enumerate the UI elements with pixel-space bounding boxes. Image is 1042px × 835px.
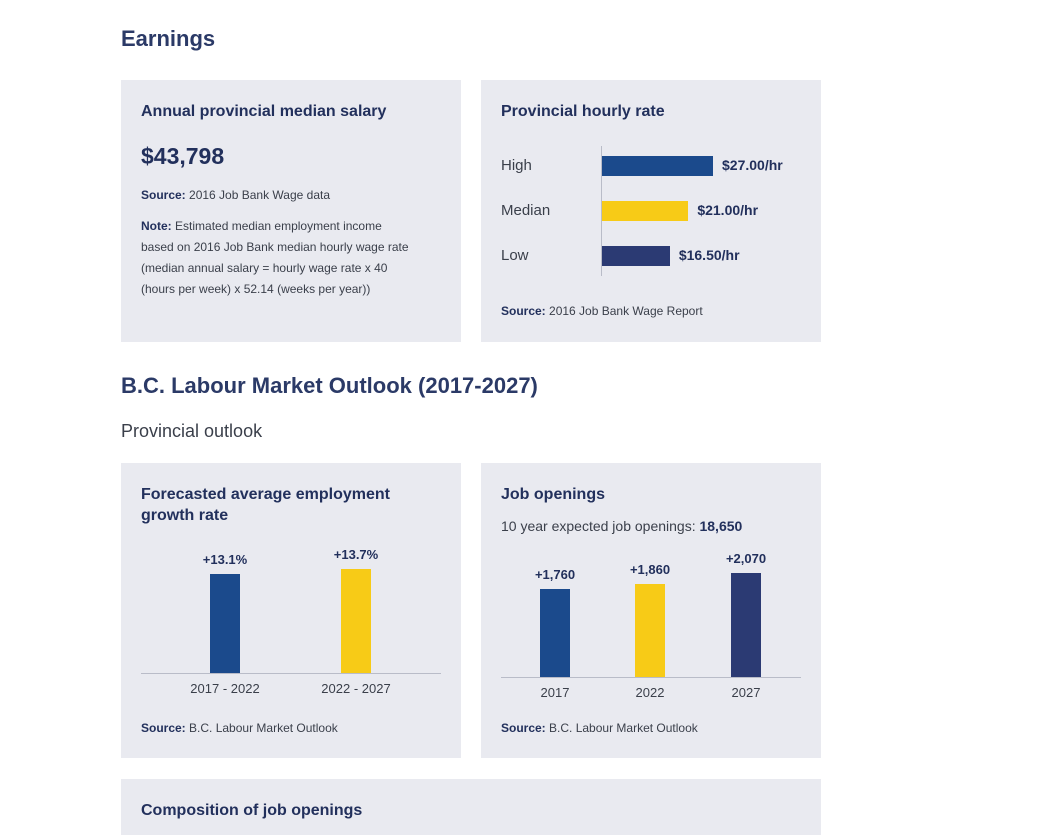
growth-title-line1: Forecasted average employment bbox=[141, 486, 390, 503]
hourly-bar bbox=[602, 246, 670, 266]
hourly-value-label: $16.50/hr bbox=[678, 247, 740, 263]
median-salary-value: $43,798 bbox=[141, 143, 225, 169]
median-salary-card bbox=[121, 80, 461, 342]
expected-openings-label: 10 year expected job openings: bbox=[501, 518, 696, 534]
hourly-source-text: 2016 Job Bank Wage Report bbox=[549, 304, 703, 318]
composition-title: Composition of job openings bbox=[141, 802, 363, 819]
salary-source-label: Source: bbox=[141, 188, 186, 202]
openings-tick-label: 2022 bbox=[635, 685, 665, 700]
hourly-bar bbox=[602, 156, 713, 176]
growth-source bbox=[141, 718, 338, 739]
growth-source-text: B.C. Labour Market Outlook bbox=[189, 721, 338, 735]
job-openings-card bbox=[481, 463, 821, 758]
median-salary-title: Annual provincial median salary bbox=[141, 103, 387, 120]
openings-value-label: +1,760 bbox=[534, 566, 576, 582]
hourly-category-label: Median bbox=[501, 202, 551, 219]
growth-bar bbox=[210, 574, 240, 673]
openings-bar bbox=[540, 589, 570, 677]
salary-source bbox=[141, 185, 330, 206]
salary-note-line3: (median annual salary = hourly wage rate x 40 bbox=[141, 261, 388, 275]
openings-tick-label: 2027 bbox=[731, 685, 761, 700]
hourly-rate-card bbox=[481, 80, 821, 342]
growth-source-label: Source: bbox=[141, 721, 186, 735]
hourly-rate-title: Provincial hourly rate bbox=[501, 103, 665, 120]
openings-tick-label: 2017 bbox=[540, 685, 570, 700]
openings-bar bbox=[635, 584, 665, 677]
outlook-heading: B.C. Labour Market Outlook (2017-2027) bbox=[121, 373, 538, 398]
openings-source-text: B.C. Labour Market Outlook bbox=[549, 721, 698, 735]
hourly-category-label: Low bbox=[501, 247, 529, 264]
hourly-value-label: $27.00/hr bbox=[722, 157, 783, 173]
openings-value-label: +1,860 bbox=[629, 561, 671, 577]
growth-baseline bbox=[141, 673, 441, 674]
growth-value-label: +13.1% bbox=[202, 551, 248, 567]
openings-source-label: Source: bbox=[501, 721, 546, 735]
composition-card bbox=[121, 779, 821, 835]
salary-note-line4: (hours per week) x 52.14 (weeks per year)) bbox=[141, 282, 371, 296]
job-openings-chart bbox=[481, 463, 821, 758]
earnings-heading: Earnings bbox=[121, 26, 216, 51]
salary-note-line1: Estimated median employment income bbox=[175, 219, 382, 233]
growth-rate-chart bbox=[121, 463, 461, 758]
salary-source-text: 2016 Job Bank Wage data bbox=[189, 188, 331, 202]
openings-baseline bbox=[501, 677, 801, 678]
openings-bar bbox=[731, 573, 761, 677]
expected-openings-value: 18,650 bbox=[699, 518, 743, 534]
outlook-subheading: Provincial outlook bbox=[121, 421, 263, 441]
growth-rate-card bbox=[121, 463, 461, 758]
growth-tick-label: 2022 - 2027 bbox=[321, 681, 391, 696]
hourly-bar bbox=[602, 201, 688, 221]
growth-bar bbox=[341, 569, 371, 673]
salary-note-line2: based on 2016 Job Bank median hourly wage rate bbox=[141, 240, 409, 254]
salary-note bbox=[141, 216, 451, 300]
hourly-source bbox=[501, 301, 703, 322]
growth-tick-label: 2017 - 2022 bbox=[190, 681, 260, 696]
growth-value-label: +13.7% bbox=[333, 547, 379, 562]
openings-source bbox=[501, 718, 698, 739]
growth-title-line2: growth rate bbox=[141, 507, 229, 524]
openings-value-label: +2,070 bbox=[725, 551, 767, 566]
job-openings-title: Job openings bbox=[501, 486, 605, 503]
hourly-category-label: High bbox=[501, 157, 532, 174]
hourly-value-label: $21.00/hr bbox=[697, 202, 759, 218]
hourly-source-label: Source: bbox=[501, 304, 546, 318]
salary-note-label: Note: bbox=[141, 219, 172, 233]
